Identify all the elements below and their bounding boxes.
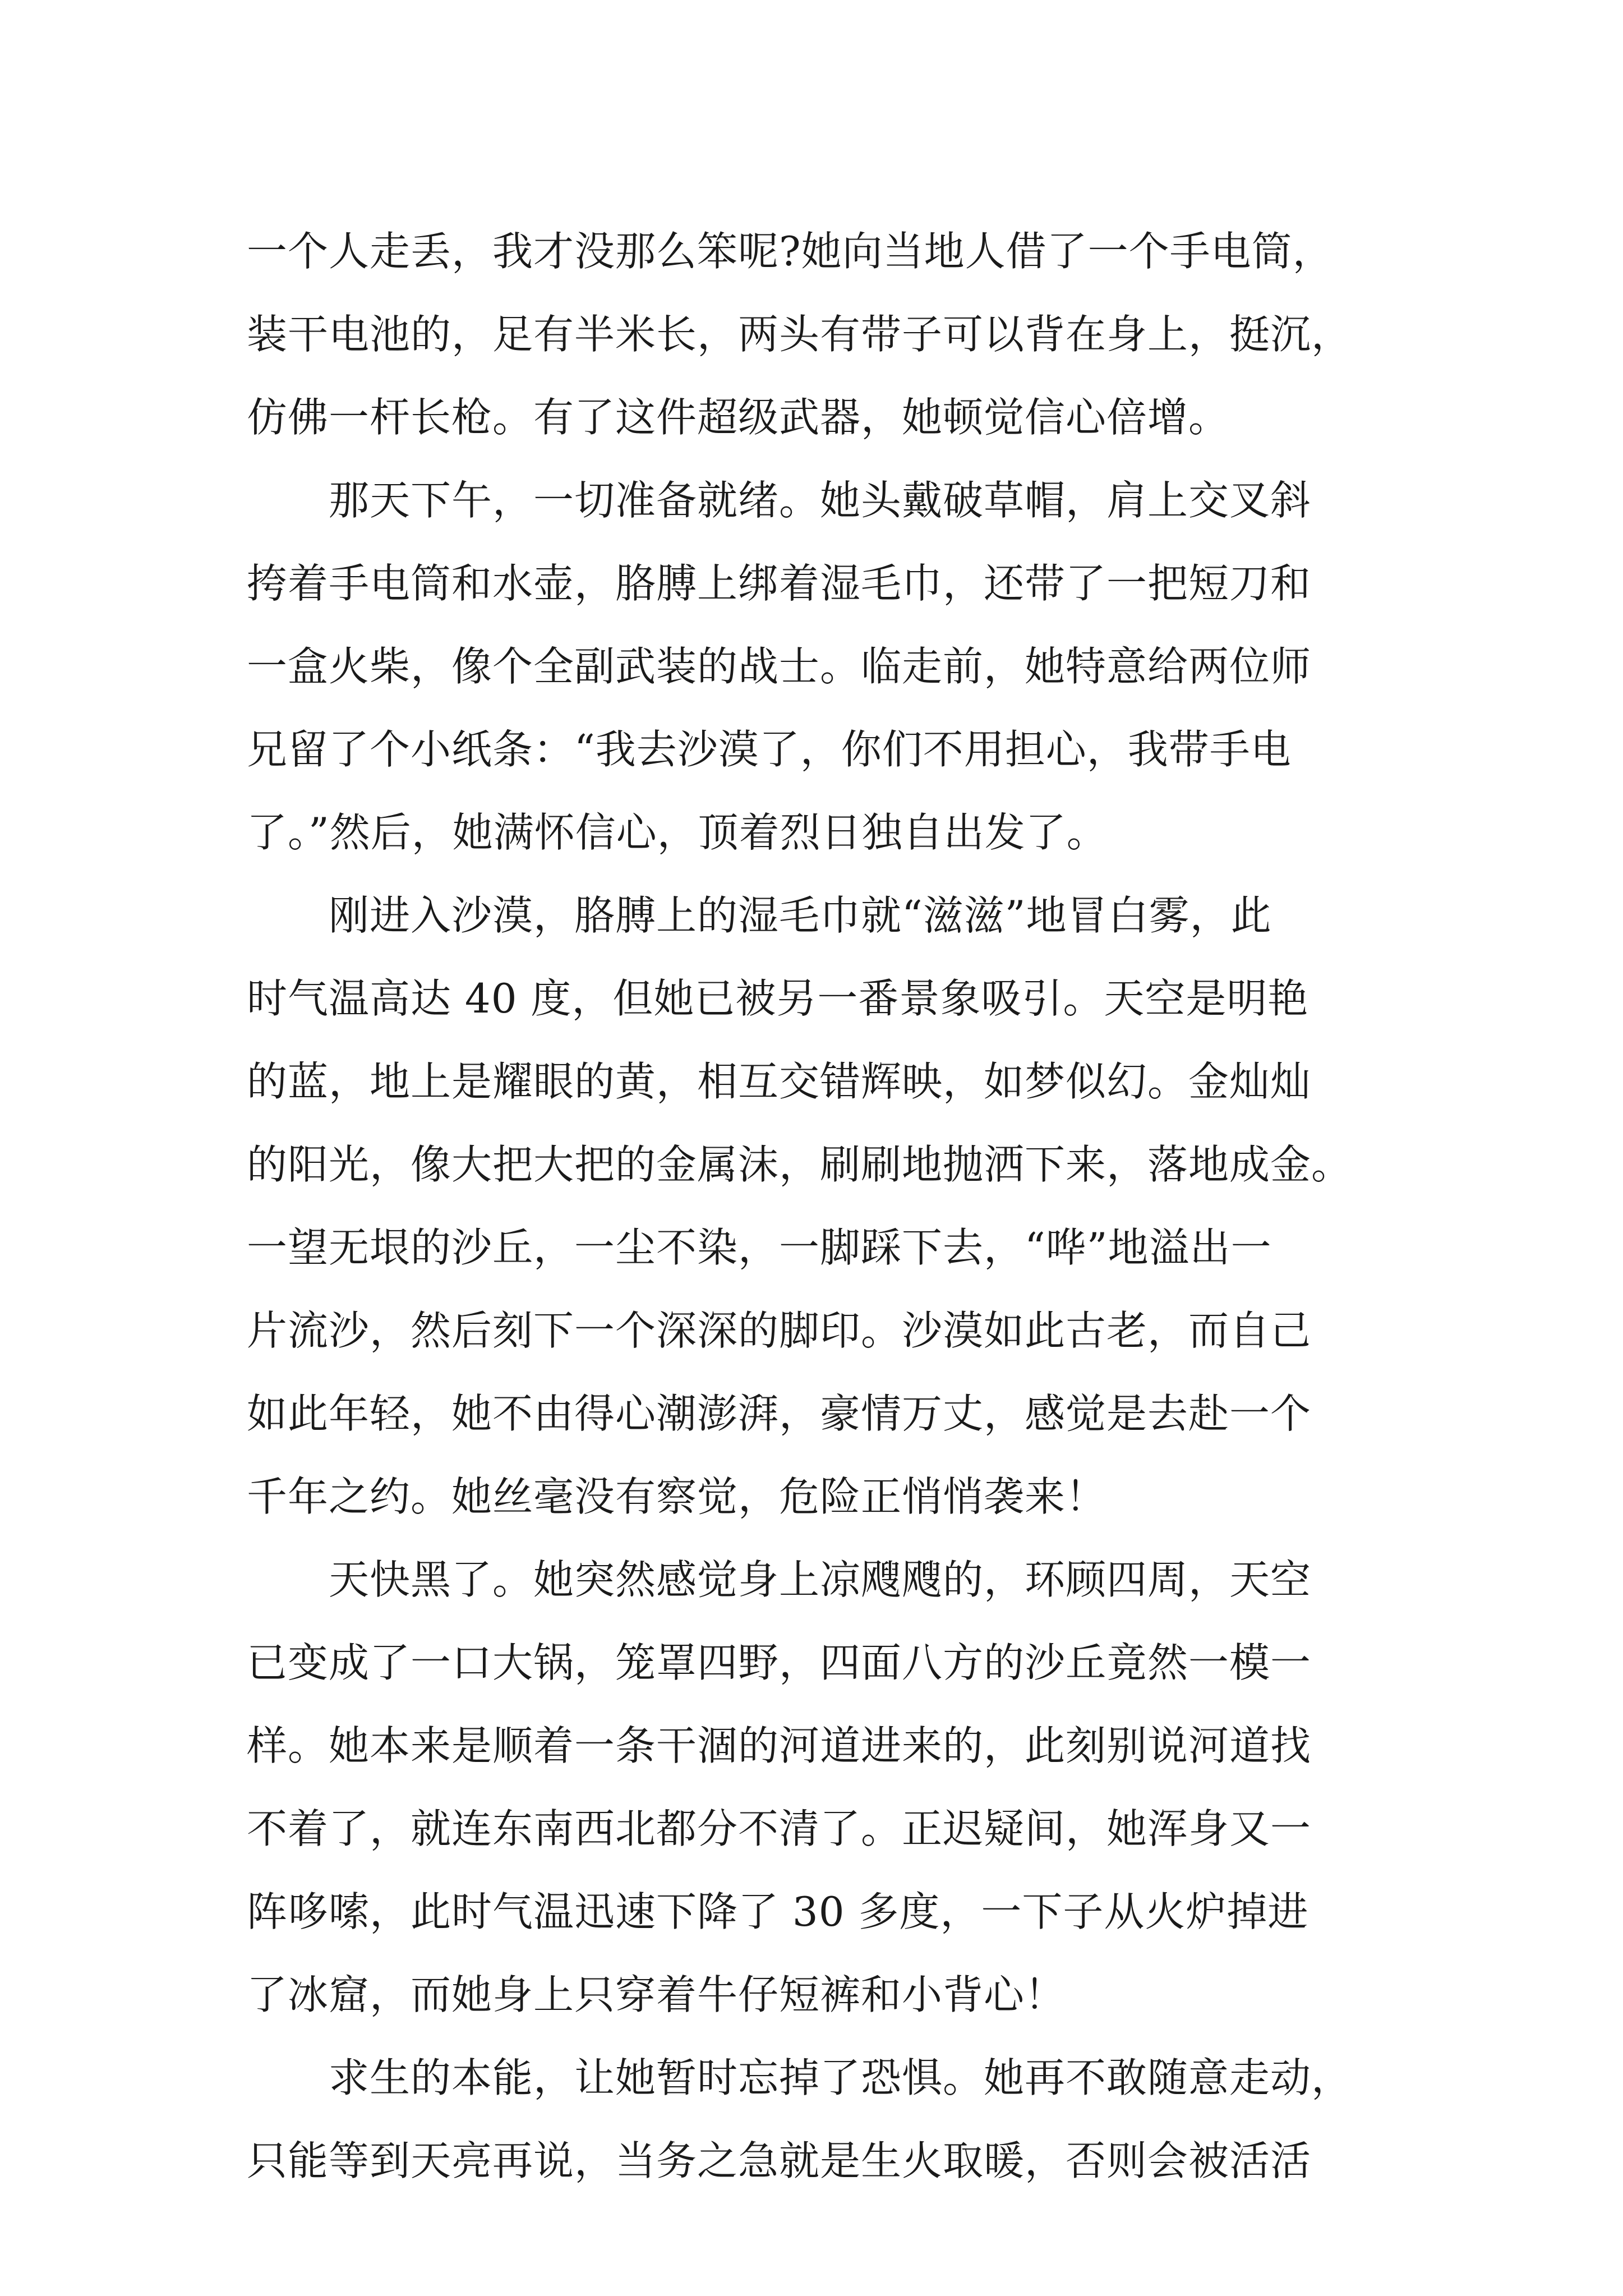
text-line: 不着了，就连东南西北都分不清了。正迟疑间，她浑身又一 bbox=[247, 1805, 1312, 1852]
text-line: 求生的本能，让她暂时忘掉了恐惧。她再不敢随意走动， bbox=[247, 2054, 1353, 2101]
text-line: 了冰窟，而她身上只穿着牛仔短裤和小背心！ bbox=[247, 1971, 1066, 2018]
text-line: 如此年轻，她不由得心潮澎湃，豪情万丈，感觉是去赴一个 bbox=[247, 1390, 1312, 1437]
text-line: 挎着手电筒和水壶，胳膊上绑着湿毛巾，还带了一把短刀和 bbox=[247, 560, 1312, 607]
text-body bbox=[247, 210, 1391, 2202]
text-line: 一个人走丢，我才没那么笨呢?她向当地人借了一个手电筒， bbox=[247, 228, 1334, 275]
text-line: 那天下午，一切准备就绪。她头戴破草帽，肩上交叉斜 bbox=[247, 477, 1312, 524]
text-line: 的蓝，地上是耀眼的黄，相互交错辉映，如梦似幻。金灿灿 bbox=[247, 1058, 1312, 1105]
text-line: 样。她本来是顺着一条干涸的河道进来的，此刻别说河道找 bbox=[247, 1722, 1312, 1769]
text-line: 片流沙，然后刻下一个深深的脚印。沙漠如此古老，而自己 bbox=[247, 1307, 1312, 1354]
text-line: 刚进入沙漠，胳膊上的湿毛巾就“滋滋”地冒白雾，此 bbox=[247, 892, 1272, 939]
text-line: 阵哆嗦，此时气温迅速下降了 30 多度，一下子从火炉掉进 bbox=[247, 1888, 1309, 1935]
text-line: 时气温高达 40 度，但她已被另一番景象吸引。天空是明艳 bbox=[247, 975, 1309, 1022]
text-line: 兄留了个小纸条：“我去沙漠了，你们不用担心，我带手电 bbox=[247, 726, 1292, 773]
text-line: 天快黑了。她突然感觉身上凉飕飕的，环顾四周，天空 bbox=[247, 1556, 1312, 1603]
text-line: 了。”然后，她满怀信心，顶着烈日独自出发了。 bbox=[247, 809, 1108, 856]
text-line: 千年之约。她丝毫没有察觉，危险正悄悄袭来！ bbox=[247, 1473, 1107, 1520]
text-line: 已变成了一口大锅，笼罩四野，四面八方的沙丘竟然一模一 bbox=[247, 1639, 1312, 1686]
text-line: 一望无垠的沙丘，一尘不染，一脚踩下去，“哗”地溢出一 bbox=[247, 1224, 1272, 1271]
text-line: 装干电池的，足有半米长，两头有带子可以背在身上，挺沉， bbox=[247, 311, 1353, 358]
text-line: 仿佛一杆长枪。有了这件超级武器，她顿觉信心倍增。 bbox=[247, 394, 1230, 441]
text-line: 只能等到天亮再说，当务之急就是生火取暖，否则会被活活 bbox=[247, 2137, 1312, 2184]
text-line: 的阳光，像大把大把的金属沫，刷刷地抛洒下来，落地成金。 bbox=[247, 1141, 1353, 1188]
text-line: 一盒火柴，像个全副武装的战士。临走前，她特意给两位师 bbox=[247, 643, 1312, 690]
